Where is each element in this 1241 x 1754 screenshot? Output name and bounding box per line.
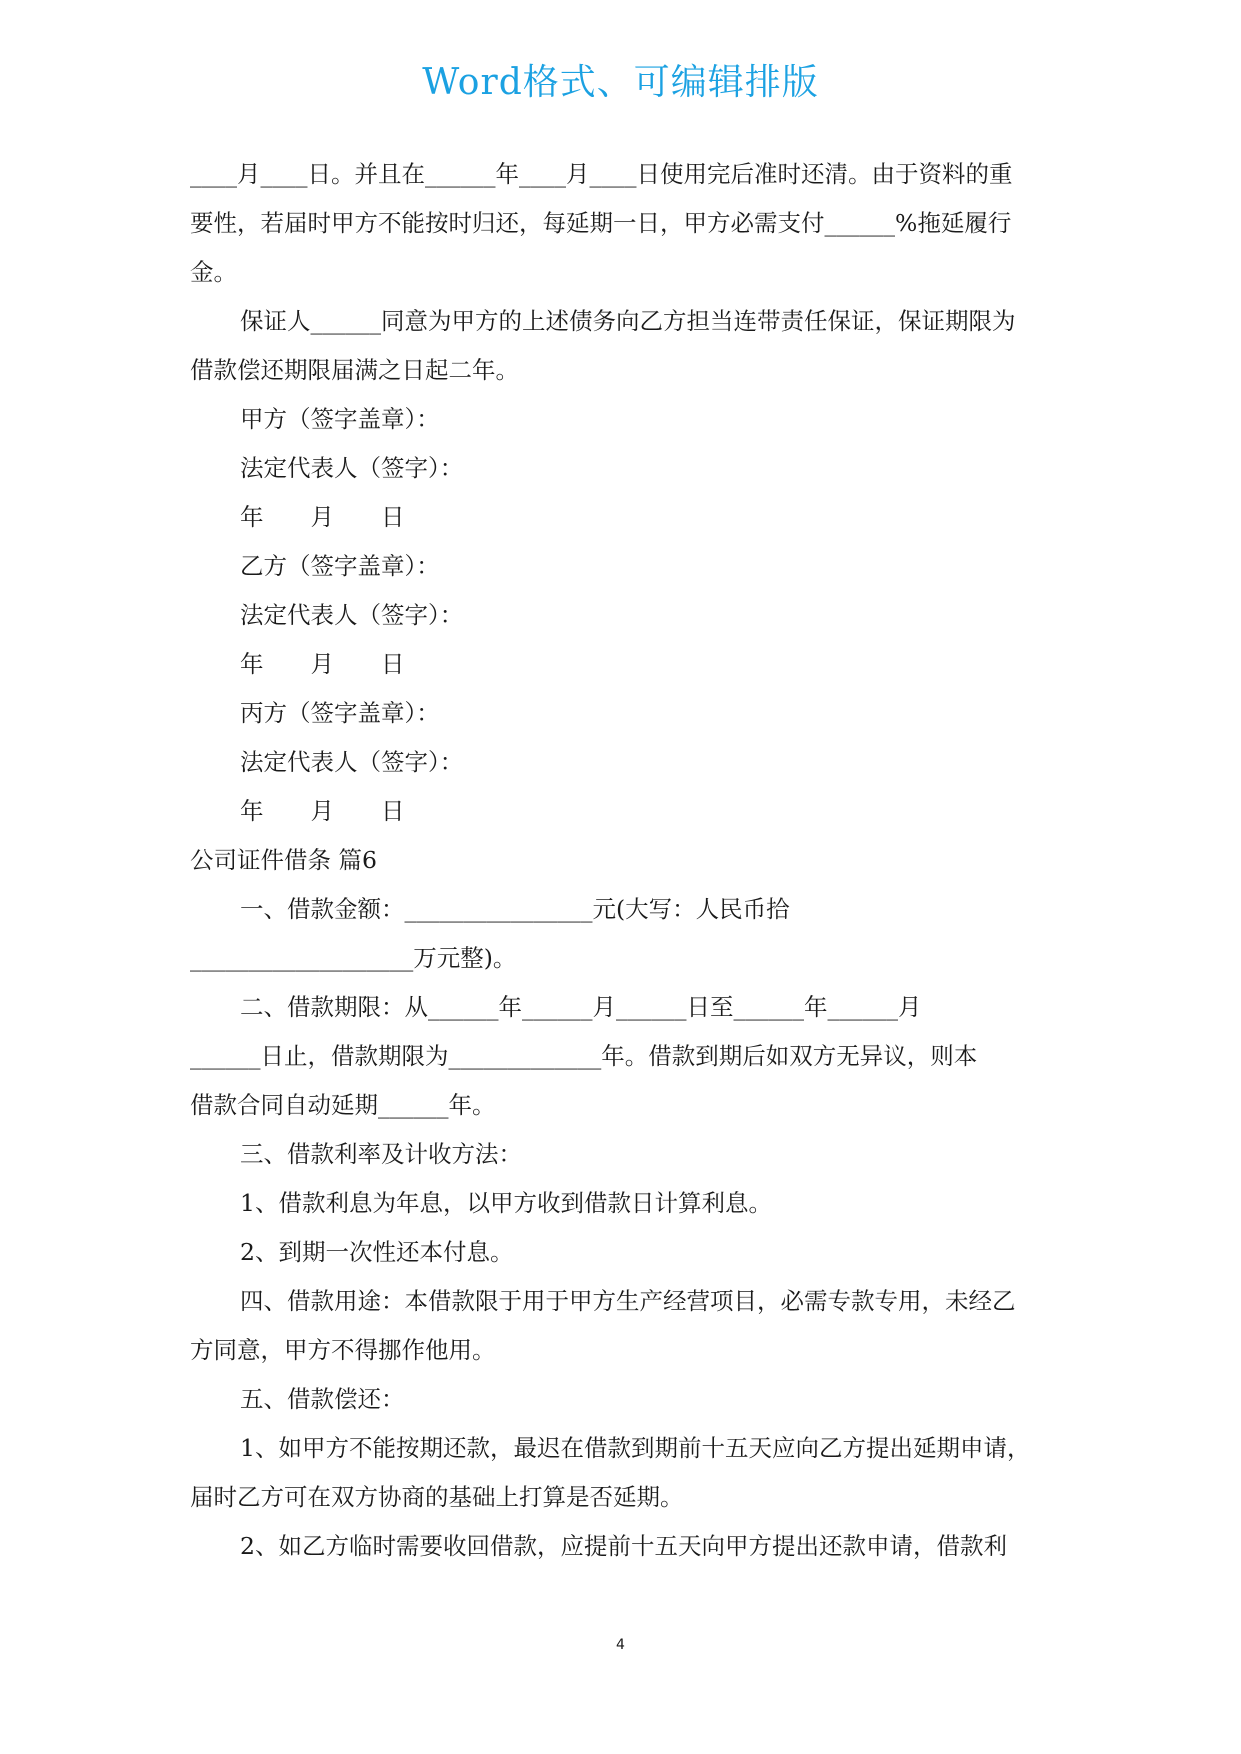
clause-interest-item-1: 1、借款利息为年息，以甲方收到借款日计算利息。 [240, 1189, 772, 1217]
body-line: 借款合同自动延期______年。 [190, 1091, 496, 1119]
party-a-legal-rep-label: 法定代表人（签字）： [240, 454, 464, 482]
page-header-title: Word格式、可编辑排版 [422, 62, 819, 103]
body-line: 金。 [190, 258, 237, 286]
section-heading: 公司证件借条 篇6 [190, 846, 377, 874]
party-a-date-label: 年 月 日 [240, 503, 405, 531]
party-c-legal-rep-label: 法定代表人（签字）： [240, 748, 464, 776]
clause-loan-amount: 一、借款金额：________________元(大写：人民币拾 [240, 895, 790, 923]
party-b-signature-label: 乙方（签字盖章）： [240, 552, 440, 580]
body-line: 借款偿还期限届满之日起二年。 [190, 356, 519, 384]
clause-loan-purpose: 四、借款用途：本借款限于用于甲方生产经营项目，必需专款专用，未经乙 [240, 1287, 1016, 1315]
body-line: ___________________万元整)。 [190, 944, 517, 972]
clause-repayment: 五、借款偿还： [240, 1385, 405, 1413]
party-b-date-label: 年 月 日 [240, 650, 405, 678]
party-c-date-label: 年 月 日 [240, 797, 405, 825]
document-body [190, 150, 1060, 1571]
body-line: 要性，若届时甲方不能按时归还，每延期一日，甲方必需支付______%拖延履行 [190, 209, 1012, 237]
clause-repayment-item-2: 2、如乙方临时需要收回借款，应提前十五天向甲方提出还款申请，借款利 [240, 1532, 1007, 1560]
clause-interest-rate: 三、借款利率及计收方法： [240, 1140, 522, 1168]
party-c-signature-label: 丙方（签字盖章）： [240, 699, 440, 727]
clause-loan-term: 二、借款期限：从______年______月______日至______年______月 [240, 993, 922, 1021]
body-line: ____月____日。并且在______年____月____日使用完后准时还清。由于资料的重 [190, 160, 1013, 188]
clause-repayment-item-1: 1、如甲方不能按期还款，最迟在借款到期前十五天应向乙方提出延期申请， [240, 1434, 1031, 1462]
body-line: 方同意，甲方不得挪作他用。 [190, 1336, 496, 1364]
clause-interest-item-2: 2、到期一次性还本付息。 [240, 1238, 514, 1266]
guarantor-paragraph: 保证人______同意为甲方的上述债务向乙方担当连带责任保证，保证期限为 [240, 307, 1016, 335]
page-number: 4 [616, 1637, 625, 1653]
party-a-signature-label: 甲方（签字盖章）： [240, 405, 440, 433]
body-line: 届时乙方可在双方协商的基础上打算是否延期。 [190, 1483, 684, 1511]
party-b-legal-rep-label: 法定代表人（签字）： [240, 601, 464, 629]
body-line: ______日止，借款期限为_____________年。借款到期后如双方无异议，则本 [190, 1042, 978, 1070]
